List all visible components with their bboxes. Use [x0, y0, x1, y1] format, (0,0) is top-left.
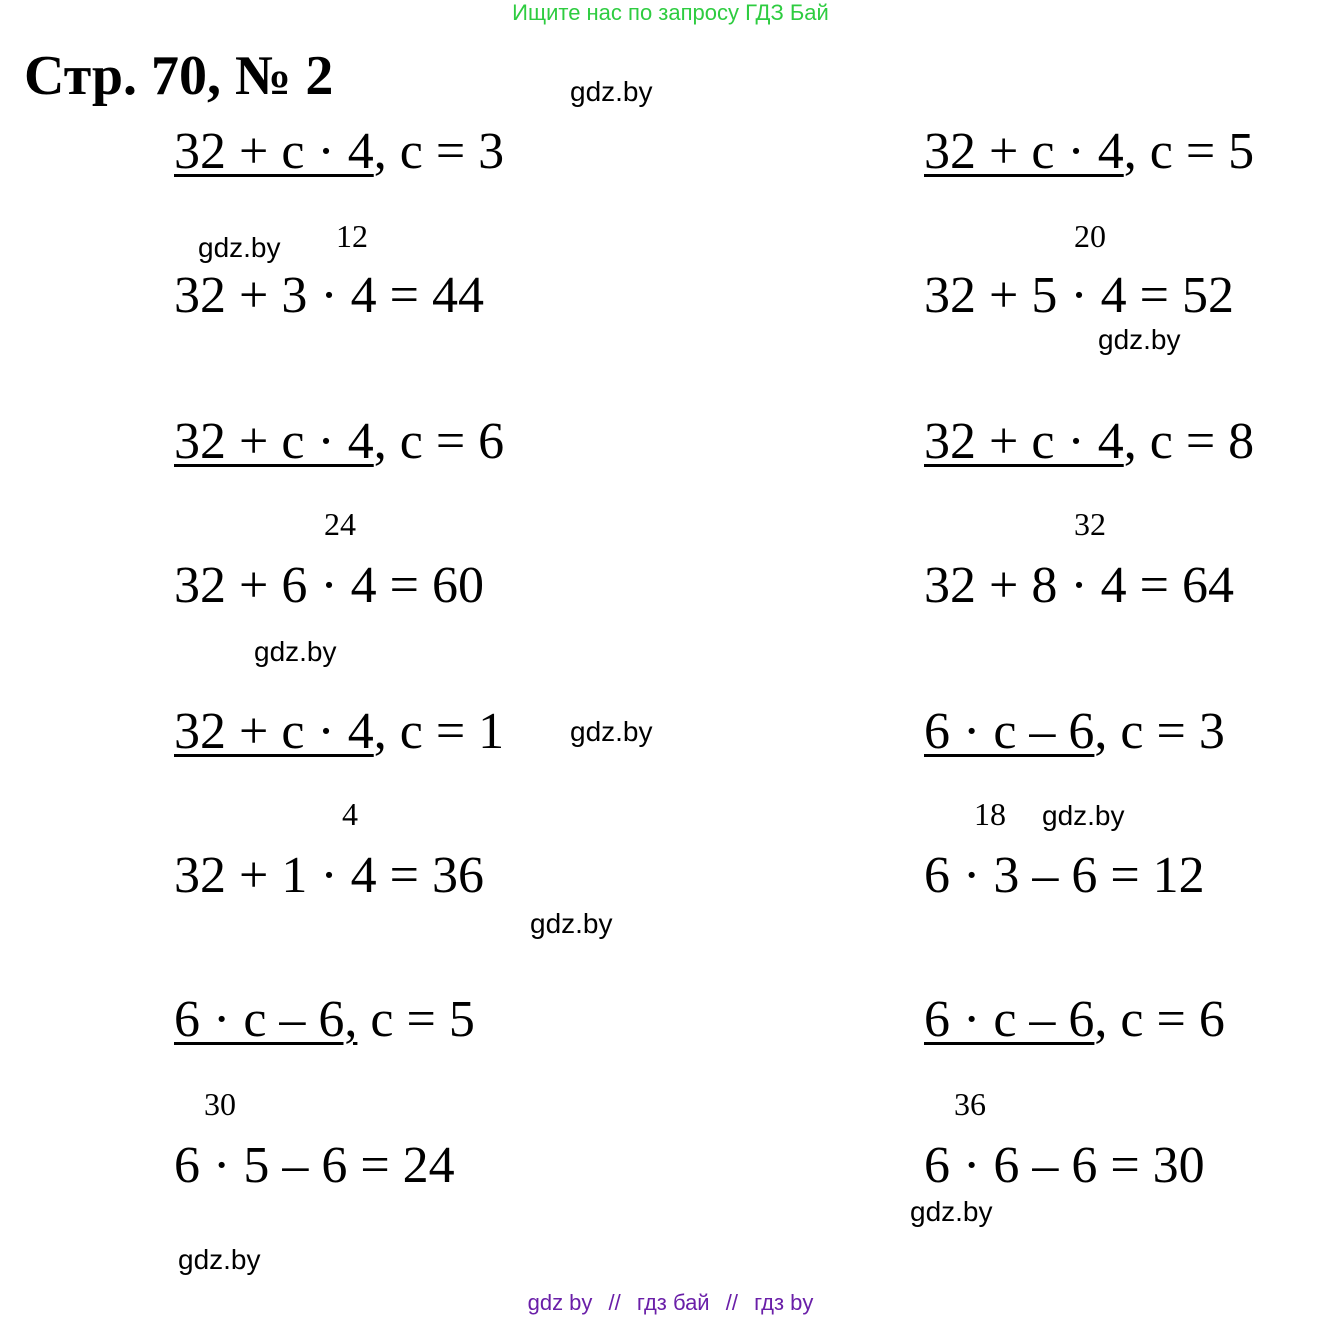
intermediate-result: 20 [1074, 218, 1106, 254]
watermark: gdz.by [910, 1196, 993, 1227]
intermediate-result: 24 [324, 506, 356, 542]
task-expression: 32 + c · 4 [174, 703, 374, 760]
solution-equation: 6 · 5 – 6 = 24 [174, 1137, 455, 1194]
footer-separator: // [725, 1290, 738, 1315]
footer-link-gdz-bai[interactable]: гдз бай [636, 1290, 710, 1315]
footer-separator: // [608, 1290, 621, 1315]
footer-link-gdz-by-cyr[interactable]: гдз by [754, 1290, 814, 1315]
task-condition [174, 122, 504, 182]
solution-equation: 6 · 3 – 6 = 12 [924, 847, 1205, 904]
watermark: gdz.by [1042, 800, 1125, 831]
task-condition [924, 702, 1225, 762]
task-condition [174, 412, 504, 472]
task-value: , c = 5 [1123, 123, 1255, 180]
intermediate-result: 36 [954, 1086, 986, 1122]
solution-equation: 32 + 6 · 4 = 60 [174, 557, 484, 614]
task-value: , c = 1 [373, 703, 505, 760]
intermediate-result: 12 [336, 218, 368, 254]
solution-equation: 32 + 1 · 4 = 36 [174, 847, 484, 904]
task-condition [924, 412, 1254, 472]
task-condition [174, 990, 475, 1050]
intermediate-result: 18 [974, 796, 1006, 832]
task-expression: 6 · c – 6, [174, 991, 358, 1048]
watermark: gdz.by [570, 716, 653, 747]
solution-equation: 32 + 8 · 4 = 64 [924, 557, 1234, 614]
solution-equation: 6 · 6 – 6 = 30 [924, 1137, 1205, 1194]
watermark: gdz.by [570, 76, 653, 107]
watermark: gdz.by [198, 232, 281, 263]
task-expression: 32 + c · 4 [174, 413, 374, 470]
task-value: , c = 8 [1123, 413, 1255, 470]
intermediate-result: 4 [342, 796, 358, 832]
task-condition [924, 122, 1254, 182]
task-condition [924, 990, 1225, 1050]
task-expression: 32 + c · 4 [174, 123, 374, 180]
task-expression: 6 · c – 6 [924, 703, 1095, 760]
solution-equation: 32 + 5 · 4 = 52 [924, 267, 1234, 324]
task-value: , c = 6 [373, 413, 505, 470]
intermediate-result: 30 [204, 1086, 236, 1122]
task-expression: 32 + c · 4 [924, 123, 1124, 180]
footer-links [0, 1290, 1341, 1316]
page-title: Стр. 70, № 2 [24, 45, 334, 107]
task-value: , c = 6 [1094, 991, 1225, 1048]
task-expression: 32 + c · 4 [924, 413, 1124, 470]
top-banner: Ищите нас по запросу ГДЗ Бай [512, 0, 829, 25]
watermark: gdz.by [254, 636, 337, 667]
watermark: gdz.by [530, 908, 613, 939]
task-value: c = 5 [357, 991, 475, 1048]
solution-equation: 32 + 3 · 4 = 44 [174, 267, 484, 324]
task-expression: 6 · c – 6 [924, 991, 1095, 1048]
watermark: gdz.by [178, 1244, 261, 1275]
task-condition [174, 702, 504, 762]
watermark: gdz.by [1098, 324, 1181, 355]
task-value: , c = 3 [373, 123, 505, 180]
footer-link-gdz-by[interactable]: gdz by [527, 1290, 593, 1315]
intermediate-result: 32 [1074, 506, 1106, 542]
task-value: , c = 3 [1094, 703, 1225, 760]
